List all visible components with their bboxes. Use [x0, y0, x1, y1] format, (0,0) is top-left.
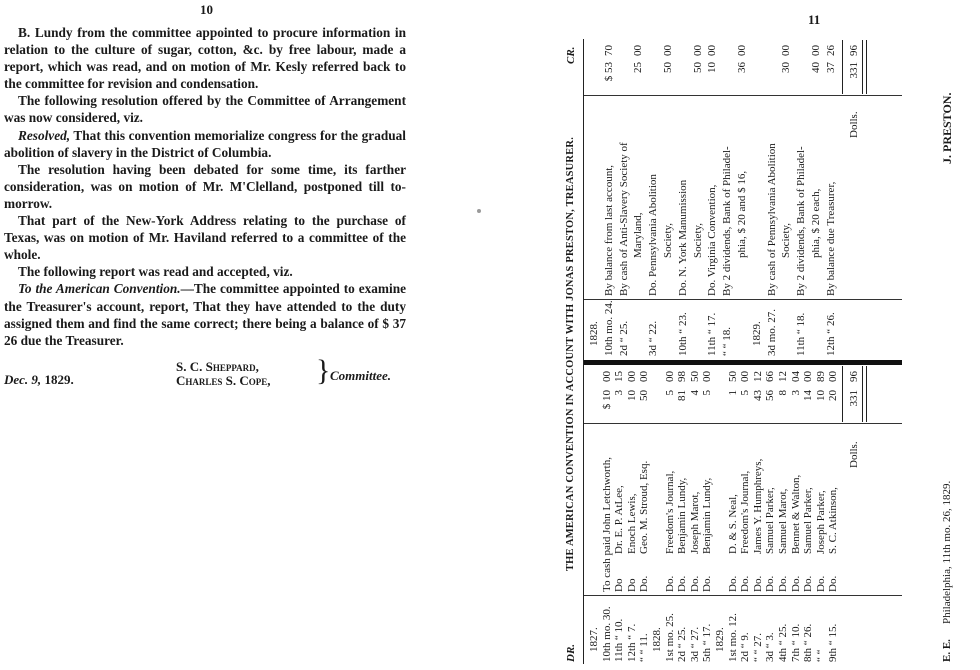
entry-date: 10th mo. 30.	[600, 606, 613, 662]
entry-desc: Do.	[638, 575, 651, 592]
entry-cents: 66	[764, 371, 777, 382]
total-cents: 96	[848, 371, 860, 382]
entry-cents: 00	[663, 371, 676, 382]
paragraph: B. Lundy from the committee appointed to procure information in relation to the culture of sugar, cotton, &c. by free labour, made a report, which was read, and on motion of Mr. Kesly referred back to the committee for revision and condensation.	[4, 25, 406, 92]
entry-text: Maryland,	[632, 212, 645, 258]
entry-cents: 00	[780, 45, 793, 56]
entry-desc: Do.	[701, 575, 714, 592]
debit-row	[701, 364, 713, 664]
entry-date: “ “ 11.	[638, 633, 651, 662]
entry-text: Society,	[662, 222, 674, 258]
debit-row	[588, 364, 600, 664]
debit-total-row	[848, 364, 860, 664]
entry-cents: 26	[824, 45, 837, 56]
entry-cents: 00	[632, 45, 645, 56]
total-label: Dolls.	[848, 111, 860, 138]
entry-dollars: 8	[777, 390, 789, 396]
entry-date: 2d “ 9.	[739, 632, 752, 662]
entry-date: 1829.	[714, 627, 726, 652]
right-page	[540, 0, 980, 670]
entry-dollars: 81	[676, 390, 689, 401]
debit-row	[714, 364, 726, 664]
entry-date: 2d “ 25.	[617, 320, 630, 356]
debit-row	[827, 364, 839, 664]
credit-row	[751, 39, 763, 358]
entry-text: Do. N. York Manumission	[676, 179, 689, 296]
place-date: Philadelphia, 11th mo. 26, 1829.	[941, 480, 953, 624]
debit-row	[601, 364, 613, 664]
debit-row	[651, 364, 663, 664]
entry-date: 12th “ 7.	[625, 623, 638, 662]
entry-name: Dr. E. P. AtLee,	[613, 485, 626, 554]
entry-date: 1829.	[750, 321, 763, 346]
total-double-rule	[862, 40, 867, 94]
ledger-title: THE AMERICAN CONVENTION IN ACCOUNT WITH JONAS PRESTON, TREASURER.	[565, 136, 576, 572]
entry-date: 1828.	[588, 321, 600, 346]
debit-row	[638, 364, 650, 664]
credit-total-row	[848, 39, 860, 358]
minutes-text	[4, 24, 406, 349]
entry-dollars: 3	[789, 390, 802, 396]
entry-dollars: 10	[706, 62, 719, 73]
entry-dollars: 50	[662, 62, 674, 73]
treasurer-ledger	[565, 39, 970, 664]
entry-cents: 04	[789, 371, 802, 382]
entry-dollars: 56	[764, 390, 777, 401]
paragraph: To the American Convention.—The committee appointed to examine the Treasurer's account, report, That they have attended to the duty assigned them and find the same correct; there being a balance of $ 37 26 due the Treasurer.	[4, 281, 406, 348]
entry-name: Benjamin Lundy,	[701, 477, 714, 554]
entry-desc: Do.	[726, 575, 739, 592]
entry-dollars: 30	[780, 62, 793, 73]
resolved-label: Resolved,	[18, 127, 71, 143]
resolution-text: That this convention memorialize congress for the gradual abolition of slavery in the District of Columbia.	[4, 127, 406, 160]
credit-row	[766, 39, 778, 358]
entry-date: 1st mo. 25.	[663, 613, 676, 662]
entry-text: By 2 dividends, Bank of Philadel-	[795, 146, 808, 296]
total-dollars: 331	[848, 390, 860, 407]
entry-cents: 00	[600, 371, 613, 382]
entry-dollars: 14	[802, 390, 815, 401]
entry-dollars: 50	[638, 390, 651, 401]
entry-name: D. & S. Neal,	[726, 494, 739, 554]
entry-desc: Do.	[663, 575, 676, 592]
entry-desc: Do.	[789, 575, 802, 592]
entry-name: Freedom's Journal,	[739, 470, 752, 554]
entry-date: 11th “ 18.	[795, 312, 808, 356]
entry-date: “ “ 27.	[751, 632, 764, 662]
entry-text: Society,	[691, 222, 704, 258]
debit-row	[664, 364, 676, 664]
entry-name: S. C. Atkinson,	[827, 487, 840, 554]
entry-text: phia, $ 20 and $ 16,	[736, 170, 748, 258]
signer: S. C. Sheppard,	[176, 359, 259, 374]
entry-cents: 15	[613, 371, 626, 382]
signer-names	[176, 360, 271, 388]
signature-block	[4, 354, 406, 400]
entry-cents: 00	[736, 45, 748, 56]
entry-name: Bennet & Walton,	[789, 474, 802, 554]
entry-name: Samuel Parker,	[802, 487, 815, 554]
entry-dollars: 10	[625, 390, 638, 401]
debit-row	[689, 364, 701, 664]
credit-row	[662, 39, 674, 358]
entry-cents: 00	[662, 45, 674, 56]
entry-text: Do. Pennsylvania Abolition	[647, 174, 660, 296]
entry-date: 3d mo. 27.	[765, 308, 778, 356]
entry-cents: 70	[602, 45, 615, 56]
entry-date: 3d “ 3.	[764, 632, 777, 662]
entry-date: 4th “ 25.	[777, 623, 789, 662]
entry-dollars: 4	[688, 390, 701, 396]
date-label: Dec. 9,	[4, 372, 42, 387]
entry-desc: Do.	[764, 575, 777, 592]
entry-date: “ “	[814, 649, 827, 662]
entry-cents: 00	[706, 45, 719, 56]
entry-date: 10th “ 23.	[676, 312, 689, 356]
entry-dollars: 43	[751, 390, 764, 401]
entry-name: Geo. M. Stroud, Esq.	[638, 460, 651, 554]
debit-row	[727, 364, 739, 664]
entry-date: 7th “ 10.	[789, 623, 802, 662]
entry-name: Benjamin Lundy,	[676, 477, 689, 554]
credit-side	[584, 39, 902, 358]
debit-row	[739, 364, 751, 664]
brace: }	[316, 354, 331, 387]
debit-row	[613, 364, 625, 664]
entry-desc: Do.	[751, 575, 764, 592]
total-label: Dolls.	[848, 441, 860, 468]
entry-dollars: 5	[701, 390, 714, 396]
to-label: To the American Convention.	[18, 281, 181, 297]
debit-header: DR.	[565, 643, 577, 662]
credit-row	[736, 39, 748, 358]
entry-desc: Do.	[777, 575, 789, 592]
credit-row	[632, 39, 644, 358]
page-number: 10	[200, 2, 213, 17]
errors-excepted: E. E.	[941, 639, 953, 662]
entry-dollars: $ 10	[600, 390, 613, 410]
entry-date: 10th mo. 24.	[602, 300, 615, 356]
entry-name: Joseph Marot,	[688, 491, 701, 554]
debit-row	[764, 364, 776, 664]
entry-dollars: 40	[810, 62, 822, 73]
entry-cents: 00	[701, 371, 714, 382]
entry-date: 3d “ 22.	[647, 320, 660, 356]
entry-date: 2d “ 25.	[676, 626, 689, 662]
page-number: 11	[808, 12, 821, 27]
total-rule	[842, 366, 843, 422]
entry-desc: Do.	[739, 575, 752, 592]
entry-date: 11th “ 10.	[613, 618, 626, 662]
entry-dollars: 25	[632, 62, 645, 73]
entry-text: phia, $ 20 each,	[810, 188, 822, 258]
credit-row	[692, 39, 704, 358]
entry-text: Society,	[780, 222, 793, 258]
entry-date: 8th “ 26.	[802, 623, 815, 662]
entry-text: By cash of Pennsylvania Abolition	[765, 143, 778, 296]
credit-header: CR.	[565, 46, 577, 64]
credit-row	[825, 39, 837, 358]
entry-text: Do. Virginia Convention,	[706, 184, 719, 296]
entry-cents: 00	[827, 371, 840, 382]
credit-row	[677, 39, 689, 358]
debit-row	[676, 364, 688, 664]
entry-date: 1828.	[651, 627, 663, 652]
paragraph: That part of the New-York Address relating to the purchase of Texas, was on motion of Mr. Haviland referred to a committee of the whole.	[4, 213, 406, 263]
debit-side	[584, 364, 902, 664]
ledger-table	[583, 39, 902, 664]
entry-desc: Do.	[814, 575, 827, 592]
entry-dollars: 10	[814, 390, 827, 401]
committee-label: Committee.	[330, 368, 392, 383]
paragraph: The resolution having been debated for some time, its farther consideration, was on motion of Mr. M'Clelland, postponed till to-morrow.	[4, 161, 406, 211]
debit-row	[815, 364, 827, 664]
entry-text: By cash of Anti-Slavery Society of	[617, 142, 630, 296]
date-year: 1829.	[44, 372, 74, 387]
credit-row	[721, 39, 733, 358]
entry-dollars: 20	[827, 390, 840, 401]
entry-name: Enoch Lewis,	[625, 493, 638, 554]
entry-date: 11th “ 17.	[706, 312, 719, 356]
debit-row	[752, 364, 764, 664]
entry-cents: 00	[691, 45, 704, 56]
entry-cents: 98	[676, 371, 689, 382]
entry-text: By balance from last account,	[602, 164, 615, 296]
total-cents: 96	[848, 45, 860, 56]
entry-name: Samuel Marot,	[777, 488, 789, 554]
debit-row	[777, 364, 789, 664]
entry-name: Samuel Parker,	[764, 487, 777, 554]
entry-name: James Y. Humphreys,	[751, 458, 764, 554]
entry-date: 5th “ 17.	[701, 623, 714, 662]
entry-date: “ “ 18.	[721, 326, 734, 356]
debit-row	[626, 364, 638, 664]
entry-dollars: 5	[739, 390, 752, 396]
debit-row	[802, 364, 814, 664]
entry-cents: 12	[777, 371, 789, 382]
entry-dollars: 3	[613, 390, 626, 396]
entry-name: Freedom's Journal,	[663, 470, 676, 554]
entry-name: John Letchworth,	[600, 457, 613, 534]
entry-cents: 00	[739, 371, 752, 382]
entry-desc: Do	[625, 578, 638, 592]
entry-cents: 00	[802, 371, 815, 382]
credit-row	[588, 39, 600, 358]
entry-desc: Do.	[688, 575, 701, 592]
credit-row	[795, 39, 807, 358]
total-dollars: 331	[848, 62, 860, 79]
entry-dollars: 50	[691, 62, 704, 73]
entry-dollars: 5	[663, 390, 676, 396]
entry-cents: 89	[814, 371, 827, 382]
paper-speck	[477, 209, 481, 213]
entry-cents: 00	[810, 45, 822, 56]
paragraph: The following resolution offered by the Committee of Arrangement was now considered, viz.	[4, 93, 406, 126]
credit-row	[706, 39, 718, 358]
debit-row	[790, 364, 802, 664]
entry-text: By balance due Treasurer,	[824, 181, 837, 296]
date	[4, 372, 74, 388]
paragraph	[4, 127, 406, 161]
entry-desc: Do.	[676, 575, 689, 592]
center-rule	[584, 360, 902, 365]
entry-dollars: 1	[726, 390, 739, 396]
entry-desc: To cash paid	[600, 536, 613, 592]
entry-desc: Do	[613, 578, 626, 592]
entry-name: Joseph Parker,	[814, 490, 827, 554]
entry-cents: 12	[751, 371, 764, 382]
left-page	[0, 0, 420, 670]
entry-dollars: 37	[824, 62, 837, 73]
treasurer-signature: J. PRESTON.	[940, 92, 954, 164]
entry-date: 1st mo. 12.	[726, 613, 739, 662]
entry-cents: 00	[625, 371, 638, 382]
entry-cents: 50	[726, 371, 739, 382]
entry-cents: 00	[638, 371, 651, 382]
entry-dollars: 36	[736, 62, 748, 73]
credit-row	[810, 39, 822, 358]
entry-cents: 50	[688, 371, 701, 382]
credit-row	[603, 39, 615, 358]
entry-date: 9th “ 15.	[827, 623, 840, 662]
entry-text: By 2 dividends, Bank of Philadel-	[721, 146, 734, 296]
entry-date: 1827.	[588, 627, 600, 652]
paragraph: The following report was read and accepted, viz.	[18, 264, 293, 280]
total-double-rule	[862, 366, 867, 422]
total-rule	[842, 40, 843, 94]
credit-row	[647, 39, 659, 358]
signer: Charles S. Cope,	[176, 373, 271, 388]
entry-date: 12th “ 26.	[824, 312, 837, 356]
entry-desc: Do.	[827, 575, 840, 592]
entry-desc: Do.	[802, 575, 815, 592]
entry-date: 3d “ 27.	[688, 626, 701, 662]
credit-row	[618, 39, 630, 358]
credit-row	[780, 39, 792, 358]
report-text: The committee appointed to examine the Treasurer's account, report, That they have attended to the duty assigned them and find the same correct; there being a balance of $ 37 26 due the Treasurer.	[4, 281, 406, 348]
entry-dollars: $ 53	[602, 62, 615, 82]
